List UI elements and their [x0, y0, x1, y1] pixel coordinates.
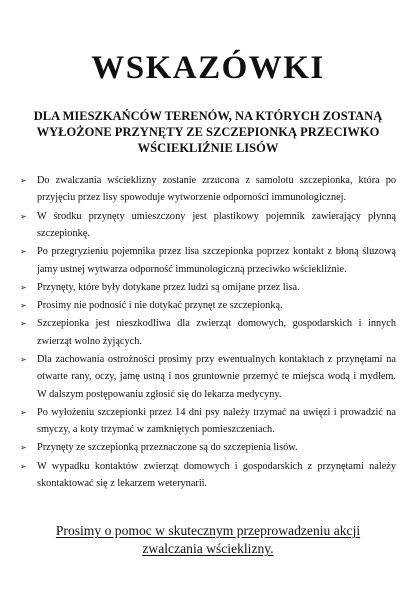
notice-title: WSKAZÓWKI [91, 50, 325, 86]
guideline-item [20, 458, 396, 493]
footer-appeal [20, 522, 396, 558]
guideline-text: Prosimy nie podnosić i nie dotykać przynęt ze szczepionką. [37, 300, 283, 312]
guideline-item [20, 172, 396, 207]
notice-subtitle [20, 108, 396, 156]
guideline-item [20, 279, 396, 296]
guideline-item [20, 439, 396, 456]
guideline-item [20, 297, 396, 314]
subtitle-line: WŚCIEKLIŹNIE LISÓW [137, 141, 279, 155]
subtitle-line: DLA MIESZKAŃCÓW TERENÓW, NA KTÓRYCH ZOSTANĄ [33, 109, 383, 123]
footer-line: zwalczania wścieklizny. [142, 541, 274, 556]
guideline-text: Dla zachowania ostrożności prosimy przy ewentualnych kontaktach z przynętami na otwarte rany, oczy, jamę ustną i nos gruntownie przemyć te miejsca wodą i mydłem. W dalszym postępowaniu zgłosić się do lekarza medycyny. [37, 353, 396, 400]
arrow-bullet-icon: ➢ [20, 443, 27, 453]
arrow-bullet-icon: ➢ [20, 176, 27, 185]
arrow-bullet-icon: ➢ [20, 319, 27, 329]
guideline-text: Przynęty, które były dotykane przez ludzi są omijane przez lisa. [37, 281, 300, 293]
arrow-bullet-icon: ➢ [20, 301, 27, 311]
guideline-item [20, 243, 396, 278]
guideline-item [20, 404, 396, 439]
guideline-text: Do zwalczania wścieklizny zostanie zrzucona z samolotu szczepionka, która po przyjęciu przez lisy spowoduje wytworzenie odporności immunologicznej. [37, 175, 396, 204]
guideline-item [20, 315, 396, 350]
arrow-bullet-icon: ➢ [20, 461, 27, 471]
arrow-bullet-icon: ➢ [20, 354, 27, 364]
arrow-bullet-icon: ➢ [20, 247, 27, 257]
guideline-item [20, 208, 396, 243]
guideline-text: Po wyłożeniu szczepionki przez 14 dni psy należy trzymać na uwięzi i prowadzić na smyczy, a koty trzymać w zamkniętych pomieszczeniach. [37, 406, 396, 436]
guideline-text: Po przegryzieniu pojemnika przez lisa szczepionka poprzez kontakt z błoną śluzową jamy ustnej wytwarza odporność immunologiczną przeciwko wściekliźnie. [37, 246, 396, 275]
guideline-text: Przynęty ze szczepionką przeznaczone są do szczepienia lisów. [37, 442, 298, 454]
arrow-bullet-icon: ➢ [20, 211, 27, 221]
guideline-item [20, 351, 396, 403]
guideline-text: Szczepionka jest nieszkodliwa dla zwierząt domowych, gospodarskich i innych zwierząt wolno żyjących. [37, 318, 396, 347]
arrow-bullet-icon: ➢ [20, 407, 27, 417]
subtitle-line: WYŁOŻONE PRZYNĘTY ZE SZCZEPIONKĄ PRZECIWKO [36, 125, 380, 139]
guideline-text: W środku przynęty umieszczony jest plastikowy pojemnik zawierający płynną szczepionkę. [37, 210, 396, 240]
footer-line: Prosimy o pomoc w skutecznym przeprowadzeniu akcji [55, 523, 361, 538]
guidelines-list [20, 172, 396, 493]
guideline-text: W wypadku kontaktów zwierząt domowych i gospodarskich z przynętami należy skontaktować się z lekarzem weterynarii. [37, 460, 396, 490]
arrow-bullet-icon: ➢ [20, 282, 27, 292]
